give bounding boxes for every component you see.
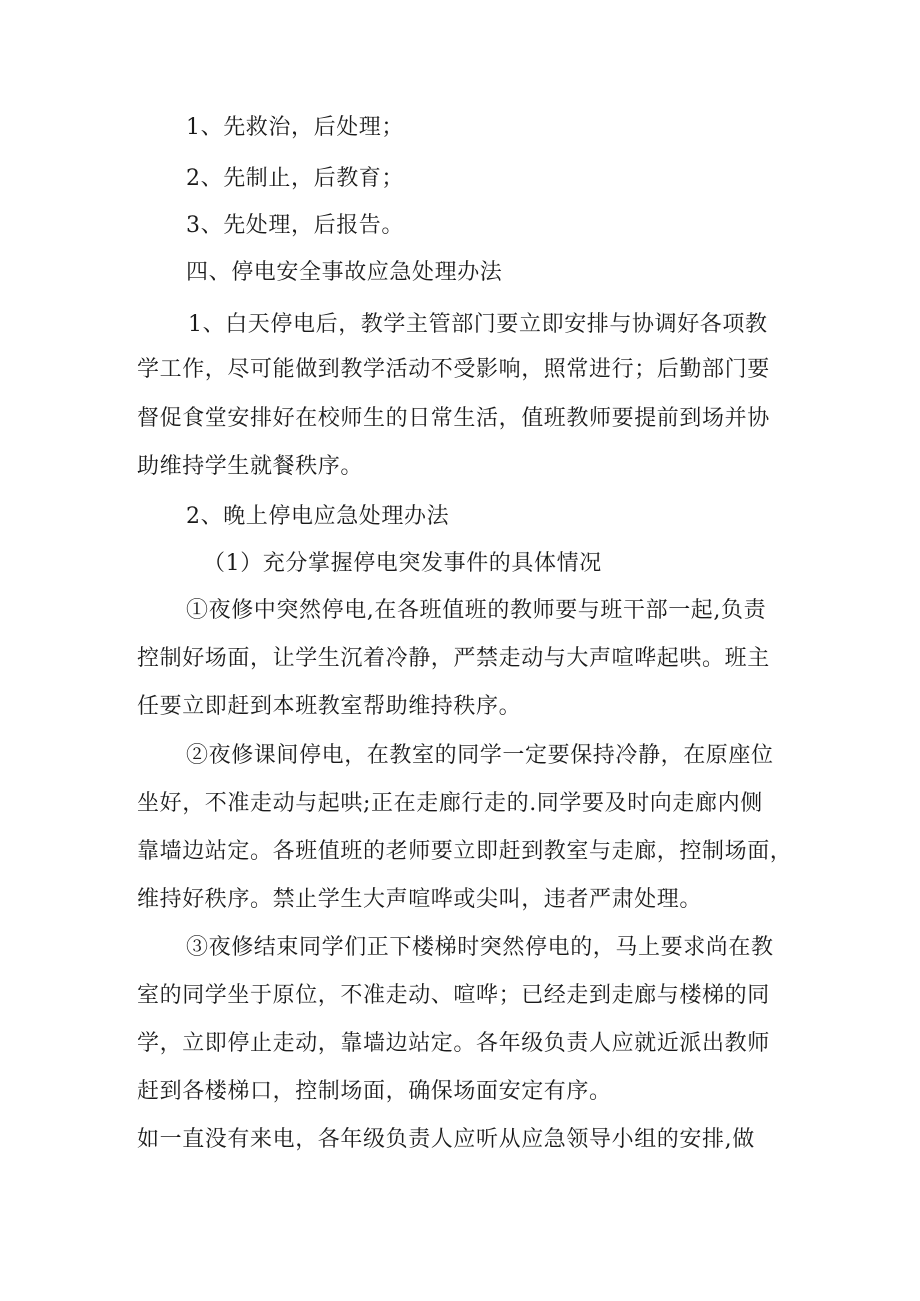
text-line: 靠墙边站定。各班值班的老师要立即赶到教室与走廊，控制场面， (137, 839, 793, 864)
text-line: 1、先救治，后处理； (186, 115, 404, 140)
text-line: ①夜修中突然停电,在各班值班的教师要与班干部一起,负责 (186, 598, 767, 623)
text-line: 任要立即赶到本班教室帮助维持秩序。 (137, 694, 522, 719)
text-line: ③夜修结束同学们正下楼梯时突然停电的，马上要求尚在教 (186, 935, 774, 960)
text-line: 2、先制止，后教育； (186, 166, 404, 191)
text-line: 学，立即停止走动，靠墙边站定。各年级负责人应就近派出教师 (137, 1031, 770, 1056)
subsection-heading: （1）充分掌握停电突发事件的具体情况 (203, 551, 602, 576)
text-line: 维持好秩序。禁止学生大声喧哗或尖叫，违者严肃处理。 (137, 887, 703, 912)
text-line: 3、先处理，后报告。 (186, 213, 404, 238)
text-line: 赶到各楼梯口，控制场面，确保场面安定有序。 (137, 1079, 612, 1104)
text-line: 1、白天停电后，教学主管部门要立即安排与协调好各项教 (188, 312, 768, 337)
text-line: 室的同学坐于原位，不准走动、喧哗；已经走到走廊与楼梯的同 (137, 983, 770, 1008)
text-line: 如一直没有来电，各年级负责人应听从应急领导小组的安排,做 (137, 1127, 755, 1152)
text-line: ②夜修课间停电，在教室的同学一定要保持冷静，在原座位 (186, 743, 774, 768)
text-line: 控制好场面，让学生沉着冷静，严禁走动与大声喧哗起哄。班主 (137, 646, 770, 671)
subsection-heading: 2、晚上停电应急处理办法 (186, 504, 450, 529)
text-line: 助维持学生就餐秩序。 (137, 454, 364, 479)
text-line: 坐好，不准走动与起哄;正在走廊行走的.同学要及时向走廊内侧 (137, 791, 763, 816)
text-line: 学工作，尽可能做到教学活动不受影响，照常进行；后勤部门要 (137, 357, 770, 382)
section-heading: 四、停电安全事故应急处理办法 (186, 260, 503, 285)
text-line: 督促食堂安排好在校师生的日常生活，值班教师要提前到场并协 (137, 406, 770, 431)
